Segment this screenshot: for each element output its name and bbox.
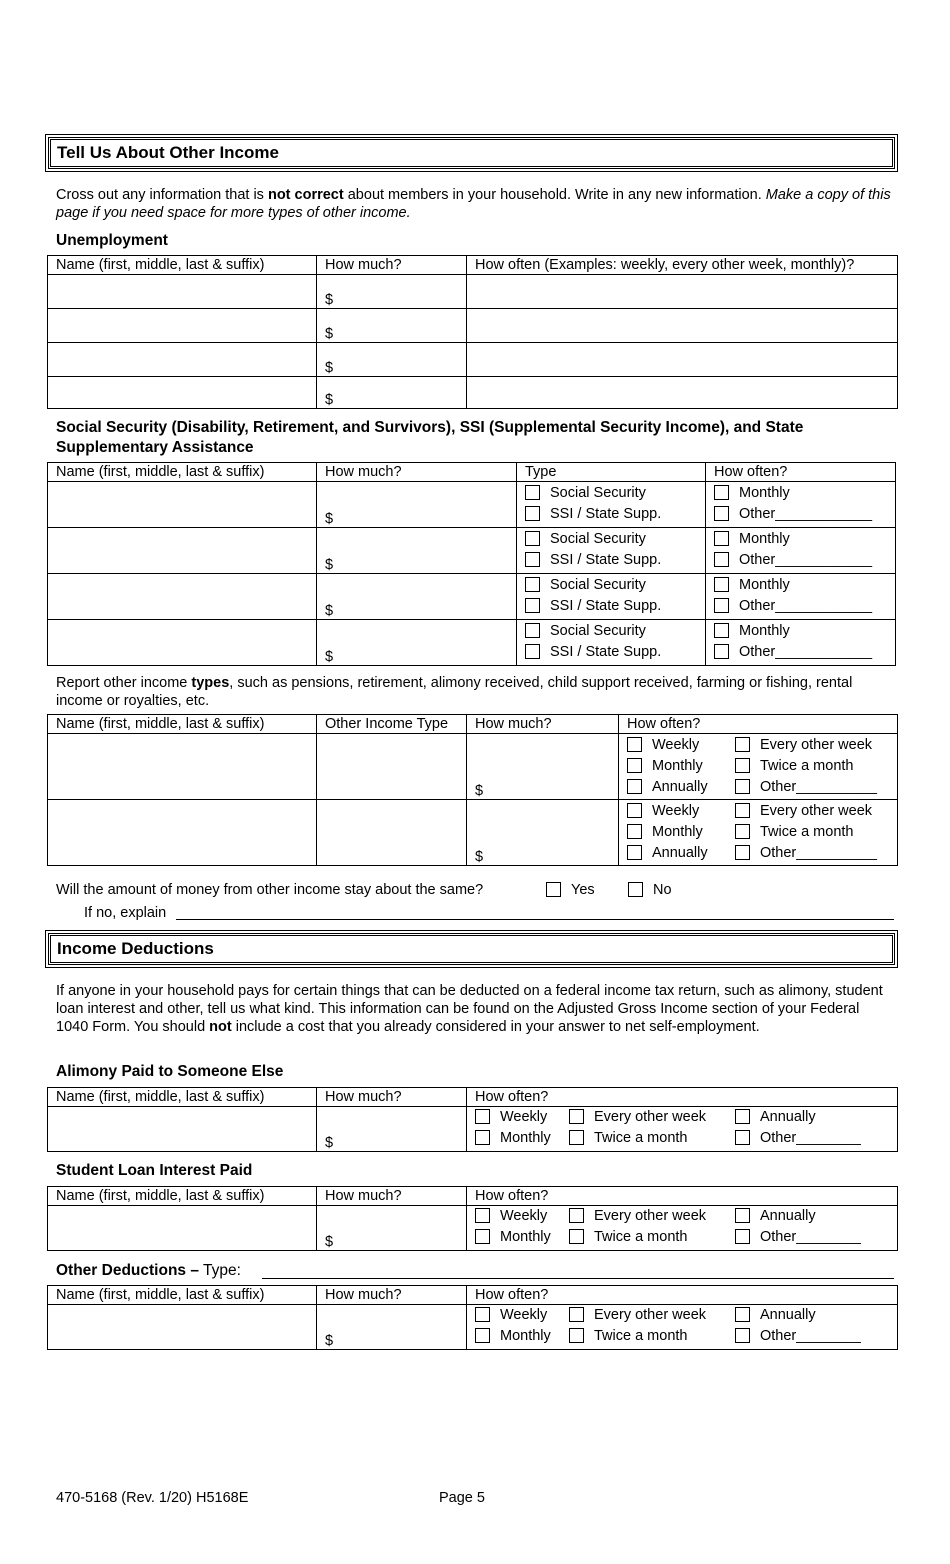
name-field[interactable] [48,1206,317,1251]
col-header-amount: How much? [467,715,619,734]
col-header-amount: How much? [317,1187,467,1206]
checkbox[interactable] [627,845,642,860]
checkbox[interactable] [475,1328,490,1343]
often-every-other-week-option[interactable]: Every other week [735,801,877,822]
type-ssi-option[interactable]: SSI / State Supp. [525,550,697,571]
col-header-often: How often? [467,1088,898,1107]
checkbox[interactable] [714,552,729,567]
type-ssi-option[interactable]: SSI / State Supp. [525,504,697,525]
amount-field[interactable]: $ [317,377,467,409]
checkbox[interactable] [525,485,540,500]
explain-field[interactable] [176,904,894,920]
table-row [48,275,898,309]
other-income-table [47,714,898,866]
social-security-table [47,462,896,666]
checkbox[interactable] [735,845,750,860]
col-header-often: How often? [619,715,898,734]
name-field[interactable] [48,620,317,666]
unemployment-heading: Unemployment [56,232,168,249]
often-monthly-option[interactable]: Monthly [714,483,887,504]
checkbox[interactable] [627,824,642,839]
checkbox[interactable] [714,623,729,638]
often-other-option[interactable]: Other____________ [714,642,887,663]
name-field[interactable] [48,343,317,377]
amount-field[interactable]: $ [317,309,467,343]
table-row [48,1206,898,1251]
col-header-often: How often? [467,1286,898,1305]
name-field[interactable] [48,734,317,800]
name-field[interactable] [48,377,317,409]
often-annually-option[interactable]: Annually [627,843,735,864]
often-twice-a-month-option[interactable]: Twice a month [569,1326,735,1347]
often-other-option[interactable]: Other________ [735,1227,861,1248]
checkbox[interactable] [735,1307,750,1322]
often-options [619,800,898,866]
checkbox[interactable] [628,882,643,897]
often-every-other-week-option[interactable]: Every other week [569,1206,735,1227]
amount-field[interactable]: $ [467,800,619,866]
checkbox[interactable] [735,779,750,794]
name-field[interactable] [48,275,317,309]
often-twice-a-month-option[interactable]: Twice a month [735,756,877,777]
col-header-type: Other Income Type [317,715,467,734]
checkbox[interactable] [525,506,540,521]
form-id: 470-5168 (Rev. 1/20) H5168E [56,1490,249,1506]
checkbox[interactable] [475,1109,490,1124]
col-header-amount: How much? [317,1286,467,1305]
often-field[interactable] [467,309,898,343]
type-options [517,528,706,574]
name-field[interactable] [48,1305,317,1350]
often-weekly-option[interactable]: Weekly [627,801,735,822]
often-monthly-option[interactable]: Monthly [627,822,735,843]
often-monthly-option[interactable]: Monthly [627,756,735,777]
section-header-deductions [45,930,898,968]
other-income-intro: Cross out any information that is not correct about members in your household. Write in any new information. Make a copy of this page if you need space for more types of other income. [56,187,891,221]
often-annually-option[interactable]: Annually [627,777,735,798]
name-field[interactable] [48,528,317,574]
often-weekly-option[interactable]: Weekly [475,1107,569,1128]
type-social-security-option[interactable]: Social Security [525,529,697,550]
often-options [706,620,896,666]
often-other-option[interactable]: Other__________ [735,777,877,798]
table-row [48,1305,898,1350]
checkbox[interactable] [735,1208,750,1223]
col-header-name: Name (first, middle, last & suffix) [48,1088,317,1107]
often-options [706,482,896,528]
table-row [48,734,898,800]
often-annually-option[interactable]: Annually [735,1206,861,1227]
amount-field[interactable]: $ [317,482,517,528]
amount-field[interactable]: $ [317,620,517,666]
section-title-deductions: Income Deductions [57,939,214,958]
often-every-other-week-option[interactable]: Every other week [569,1107,735,1128]
col-header-often: How often (Examples: weekly, every other week, monthly)? [467,256,898,275]
type-field[interactable] [317,800,467,866]
student-loan-table [47,1186,898,1251]
checkbox[interactable] [525,644,540,659]
often-twice-a-month-option[interactable]: Twice a month [569,1227,735,1248]
amount-field[interactable]: $ [317,343,467,377]
often-other-option[interactable]: Other________ [735,1326,861,1347]
name-field[interactable] [48,800,317,866]
often-options [706,574,896,620]
often-twice-a-month-option[interactable]: Twice a month [569,1128,735,1149]
checkbox[interactable] [525,531,540,546]
col-header-amount: How much? [317,1088,467,1107]
same-amount-yes-option[interactable]: Yes [546,880,595,900]
checkbox[interactable] [735,1130,750,1145]
other-income-types-text: Report other income types, such as pensions, retirement, alimony received, child support received, farming or fishing, rental income or royalties, etc. [56,675,853,709]
checkbox[interactable] [735,824,750,839]
often-options [619,734,898,800]
col-header-type: Type [517,463,706,482]
table-row [48,528,896,574]
often-other-option[interactable]: Other________ [735,1128,861,1149]
checkbox[interactable] [714,485,729,500]
often-other-option[interactable]: Other__________ [735,843,877,864]
often-field[interactable] [467,377,898,409]
often-annually-option[interactable]: Annually [735,1305,861,1326]
name-field[interactable] [48,1107,317,1152]
col-header-name: Name (first, middle, last & suffix) [48,256,317,275]
col-header-name: Name (first, middle, last & suffix) [48,715,317,734]
col-header-amount: How much? [317,463,517,482]
checkbox[interactable] [569,1328,584,1343]
checkbox[interactable] [525,577,540,592]
page-number: Page 5 [439,1490,485,1506]
checkbox[interactable] [735,1229,750,1244]
type-social-security-option[interactable]: Social Security [525,483,697,504]
table-row [48,574,896,620]
student-loan-heading: Student Loan Interest Paid [56,1162,253,1179]
table-row [48,620,896,666]
type-options [517,620,706,666]
checkbox[interactable] [475,1229,490,1244]
often-options [467,1305,898,1350]
often-twice-a-month-option[interactable]: Twice a month [735,822,877,843]
checkbox[interactable] [569,1130,584,1145]
amount-field[interactable]: $ [317,1107,467,1152]
type-ssi-option[interactable]: SSI / State Supp. [525,642,697,663]
name-field[interactable] [48,482,317,528]
col-header-name: Name (first, middle, last & suffix) [48,463,317,482]
checkbox[interactable] [735,737,750,752]
often-other-option[interactable]: Other____________ [714,550,887,571]
alimony-table [47,1087,898,1152]
often-monthly-option[interactable]: Monthly [475,1128,569,1149]
checkbox[interactable] [569,1208,584,1223]
alimony-heading: Alimony Paid to Someone Else [56,1063,284,1080]
checkbox[interactable] [627,758,642,773]
often-field[interactable] [467,275,898,309]
often-field[interactable] [467,343,898,377]
deductions-intro: If anyone in your household pays for certain things that can be deducted on a federal income tax return, such as alimony, student loan interest and other, tell us what kind. This information can be found on the Adjusted Gross Income section of your Federal 1040 Form. You should not include a cost that you already considered in your answer to net self-employment. [56,983,883,1035]
section-header-other-income [45,134,898,172]
checkbox[interactable] [627,803,642,818]
checkbox[interactable] [714,506,729,521]
other-deductions-heading: Other Deductions – Type: [56,1262,241,1279]
table-row [48,343,898,377]
often-weekly-option[interactable]: Weekly [475,1206,569,1227]
col-header-amount: How much? [317,256,467,275]
checkbox[interactable] [714,531,729,546]
checkbox[interactable] [569,1109,584,1124]
often-monthly-option[interactable]: Monthly [714,621,887,642]
amount-field[interactable]: $ [317,1305,467,1350]
amount-field[interactable]: $ [317,528,517,574]
checkbox[interactable] [475,1208,490,1223]
checkbox[interactable] [627,779,642,794]
table-row [48,377,898,409]
table-row [48,1107,898,1152]
checkbox[interactable] [735,758,750,773]
often-every-other-week-option[interactable]: Every other week [735,735,877,756]
checkbox[interactable] [525,598,540,613]
type-field[interactable] [317,734,467,800]
same-amount-question: Will the amount of money from other income stay about the same? [56,882,484,898]
type-options [517,574,706,620]
explain-label: If no, explain [84,905,167,921]
often-other-option[interactable]: Other____________ [714,504,887,525]
checkbox[interactable] [735,1109,750,1124]
often-options [467,1107,898,1152]
often-other-option[interactable]: Other____________ [714,596,887,617]
checkbox[interactable] [714,598,729,613]
checkbox[interactable] [735,803,750,818]
often-options [706,528,896,574]
often-weekly-option[interactable]: Weekly [627,735,735,756]
social-security-heading: Social Security (Disability, Retirement, and Survivors), SSI (Supplemental Security Income), and State Supplementary Assistance [56,419,804,456]
type-ssi-option[interactable]: SSI / State Supp. [525,596,697,617]
often-monthly-option[interactable]: Monthly [475,1227,569,1248]
other-deductions-table [47,1285,898,1350]
often-every-other-week-option[interactable]: Every other week [569,1305,735,1326]
same-amount-no-option[interactable]: No [628,880,672,900]
name-field[interactable] [48,574,317,620]
table-row [48,800,898,866]
checkbox[interactable] [546,882,561,897]
type-options [517,482,706,528]
checkbox[interactable] [475,1130,490,1145]
type-social-security-option[interactable]: Social Security [525,621,697,642]
col-header-often: How often? [706,463,896,482]
table-row [48,309,898,343]
checkbox[interactable] [569,1229,584,1244]
often-weekly-option[interactable]: Weekly [475,1305,569,1326]
unemployment-table [47,255,898,409]
often-annually-option[interactable]: Annually [735,1107,861,1128]
section-title-other-income: Tell Us About Other Income [57,143,279,162]
amount-field[interactable]: $ [467,734,619,800]
checkbox[interactable] [627,737,642,752]
checkbox[interactable] [569,1307,584,1322]
table-row [48,482,896,528]
amount-field[interactable]: $ [317,275,467,309]
amount-field[interactable]: $ [317,574,517,620]
name-field[interactable] [48,309,317,343]
checkbox[interactable] [475,1307,490,1322]
col-header-name: Name (first, middle, last & suffix) [48,1286,317,1305]
often-monthly-option[interactable]: Monthly [714,575,887,596]
other-deductions-type-field[interactable] [262,1263,894,1279]
checkbox[interactable] [714,577,729,592]
checkbox[interactable] [735,1328,750,1343]
checkbox[interactable] [525,623,540,638]
often-monthly-option[interactable]: Monthly [714,529,887,550]
amount-field[interactable]: $ [317,1206,467,1251]
checkbox[interactable] [525,552,540,567]
col-header-often: How often? [467,1187,898,1206]
col-header-name: Name (first, middle, last & suffix) [48,1187,317,1206]
often-options [467,1206,898,1251]
checkbox[interactable] [714,644,729,659]
often-monthly-option[interactable]: Monthly [475,1326,569,1347]
type-social-security-option[interactable]: Social Security [525,575,697,596]
